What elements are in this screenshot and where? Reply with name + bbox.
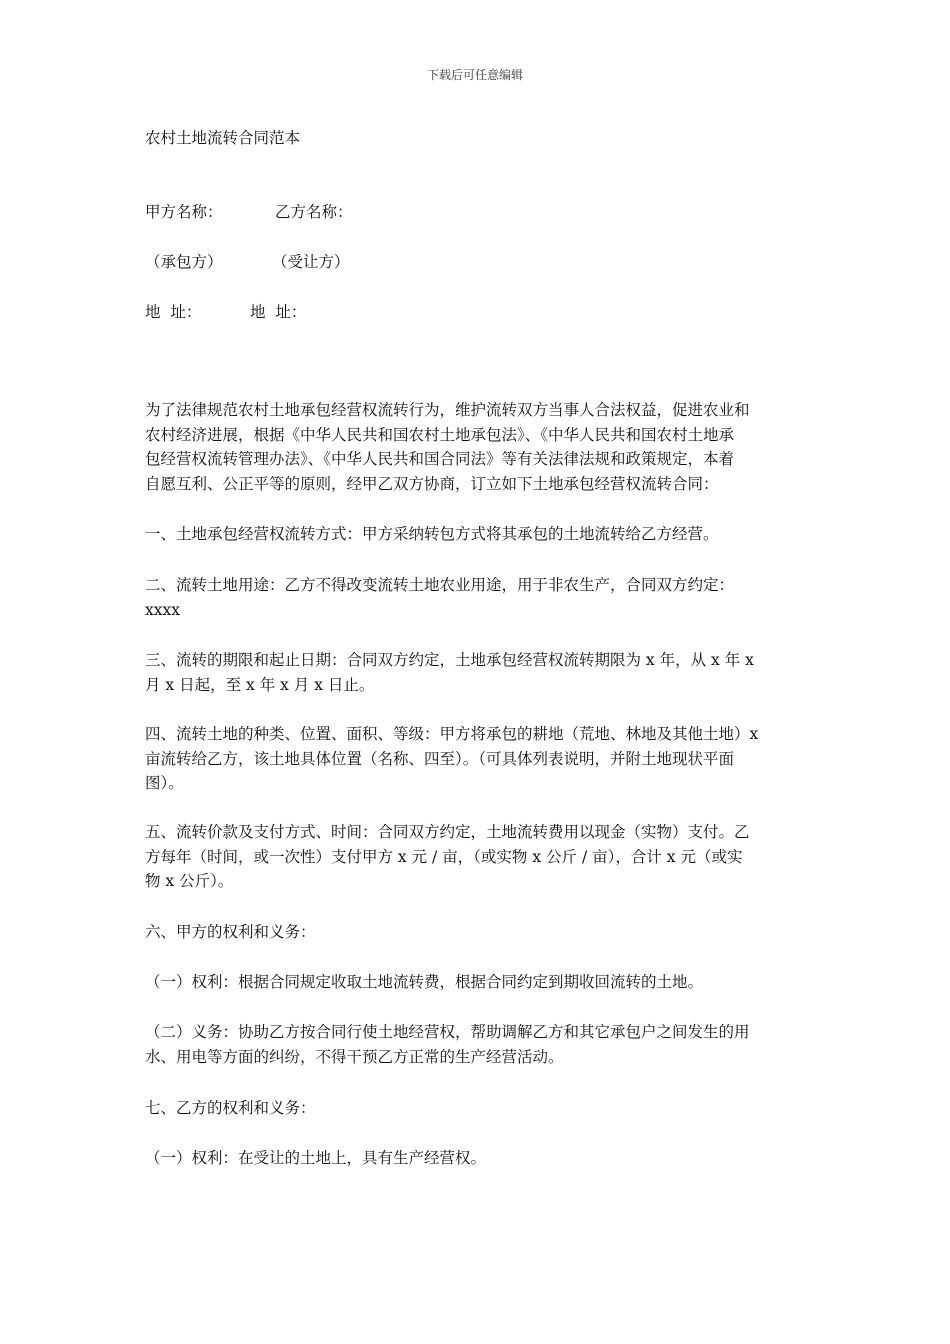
party-b-role-label: （受让方） <box>272 253 350 271</box>
clause-7-heading <box>145 1096 805 1121</box>
clause-line: 三、流转的期限和起止日期：合同双方约定，土地承包经营权流转期限为 x 年，从 x 年 x <box>145 651 754 669</box>
clause-1-paragraph <box>145 522 805 547</box>
clause-2-paragraph <box>145 573 805 622</box>
clause-6-heading <box>145 920 805 945</box>
party-b-address-label: 地 址： <box>250 303 307 321</box>
clause-line: 图）。 <box>145 774 184 792</box>
clause-line: xxxx <box>145 600 180 619</box>
clause-5-paragraph <box>145 820 805 894</box>
clause-6-duties <box>145 1020 805 1069</box>
clause-line: 水、用电等方面的纠纷，不得干预乙方正常的生产经营活动。 <box>145 1047 564 1066</box>
party-b-name-label: 乙方名称： <box>275 203 353 221</box>
clause-line: 一、土地承包经营权流转方式：甲方采纳转包方式将其承包的土地流转给乙方经营。 <box>145 525 719 543</box>
party-a-role-label: （承包方） <box>145 253 223 271</box>
clause-line: 四、流转土地的种类、位置、面积、等级：甲方将承包的耕地（荒地、林地及其他土地）x <box>145 725 759 743</box>
clause-3-paragraph <box>145 648 805 697</box>
clause-line: 二、流转土地用途：乙方不得改变流转土地农业用途，用于非农生产，合同双方约定： <box>145 576 735 594</box>
clause-line: （一）权利：在受让的土地上，具有生产经营权。 <box>145 1149 487 1167</box>
intro-line: 农村经济进展，根据《中华人民共和国农村土地承包法》、《中华人民共和国农村土地承 <box>145 425 735 444</box>
clause-line: 六、甲方的权利和义务： <box>145 923 316 941</box>
intro-line: 为了法律规范农村土地承包经营权流转行为，维护流转双方当事人合法权益，促进农业和 <box>145 401 750 419</box>
clause-line: 七、乙方的权利和义务： <box>145 1099 316 1117</box>
intro-line: 包经营权流转管理办法》、《中华人民共和国合同法》等有关法律法规和政策规定，本着 <box>145 450 735 468</box>
intro-paragraph <box>145 398 805 496</box>
clause-line: 五、流转价款及支付方式、时间：合同双方约定，土地流转费用以现金（实物）支付。乙 <box>145 823 750 841</box>
clause-line: 方每年（时间，或一次性）支付甲方 x 元 / 亩，（或实物 x 公斤 / 亩），合计 x 元（或实 <box>145 847 743 866</box>
clause-line: （一）权利：根据合同规定收取土地流转费，根据合同约定到期收回流转的土地。 <box>145 973 704 991</box>
clause-line: 亩流转给乙方，该土地具体位置（名称、四至）。（可具体列表说明，并附土地现状平面 <box>145 749 735 768</box>
page-header-note: 下载后可任意编辑 <box>426 68 523 82</box>
clause-7-rights <box>145 1146 805 1171</box>
clause-line: 物 x 公斤）。 <box>145 872 234 890</box>
clause-6-rights <box>145 970 805 995</box>
document-title: 农村土地流转合同范本 <box>145 129 301 147</box>
intro-line: 自愿互利、公正平等的原则，经甲乙双方协商，订立如下土地承包经营权流转合同： <box>145 474 719 493</box>
clause-4-paragraph <box>145 722 805 796</box>
party-a-address-label: 地 址： <box>145 303 202 321</box>
clause-line: （二）义务：协助乙方按合同行使土地经营权，帮助调解乙方和其它承包户之间发生的用 <box>145 1023 750 1041</box>
party-a-name-label: 甲方名称： <box>145 203 223 221</box>
clause-line: 月 x 日起，至 x 年 x 月 x 日止。 <box>145 675 375 694</box>
